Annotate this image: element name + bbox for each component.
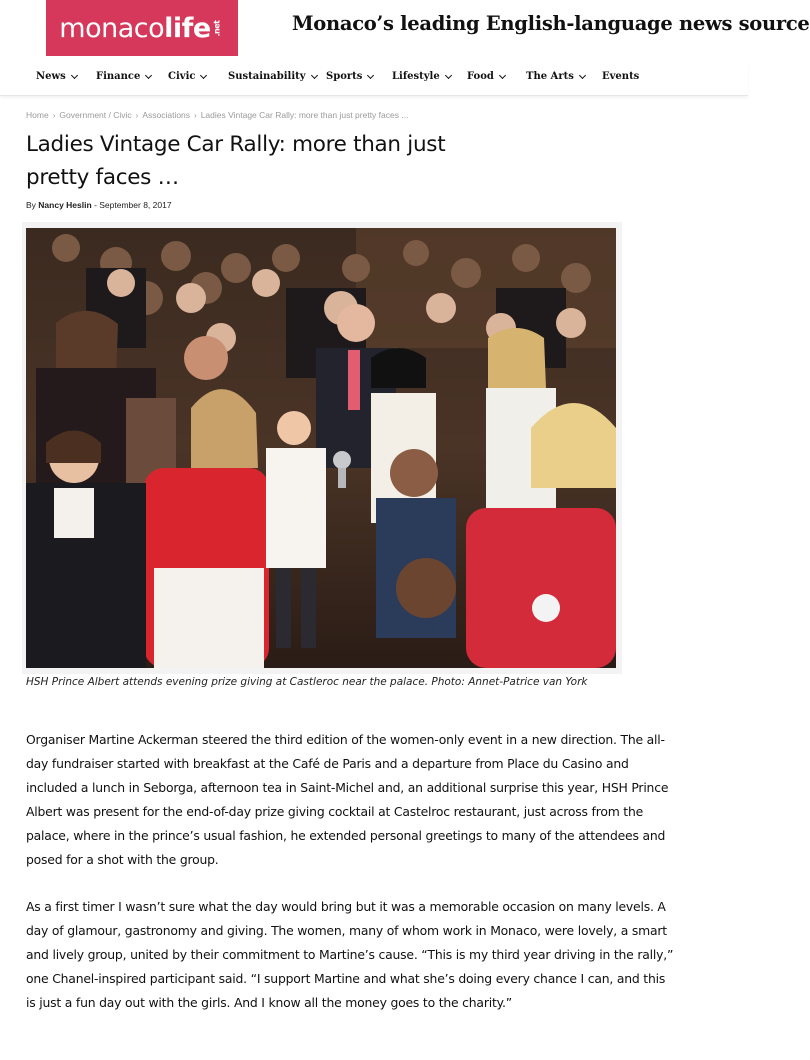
- breadcrumb-home[interactable]: Home: [26, 110, 49, 120]
- nav-label: Food: [467, 71, 494, 82]
- nav-item-sustainability[interactable]: [228, 71, 317, 82]
- nav-item-the-arts[interactable]: [526, 71, 585, 82]
- nav-label: The Arts: [526, 71, 574, 82]
- chevron-down-icon: [445, 71, 452, 78]
- site-logo[interactable]: [46, 0, 238, 56]
- author-link[interactable]: Nancy Heslin: [38, 200, 92, 210]
- article-byline: [26, 200, 172, 210]
- nav-item-news[interactable]: [36, 71, 77, 82]
- nav-label: Events: [602, 71, 640, 82]
- site-header: [0, 0, 810, 60]
- nav-item-lifestyle[interactable]: [392, 71, 451, 82]
- nav-item-events[interactable]: [602, 71, 639, 82]
- article-photo[interactable]: [26, 228, 616, 668]
- article-date: - September 8, 2017: [94, 200, 172, 210]
- article-title: Ladies Vintage Car Rally: more than just pretty faces …: [26, 132, 446, 190]
- nav-item-civic[interactable]: [168, 71, 206, 82]
- nav-item-sports[interactable]: [326, 71, 373, 82]
- article-paragraph-2: As a first timer I wasn’t sure what the day would bring but it was a memorable occasion on many levels. A day of glamour, gastronomy and giving. The women, many of whom work in Monaco, were lovely, a smart and lively group, united by their commitment to Martine’s cause. “This is my third year driving in the rally,” one Chanel-inspired participant said. “I support Martine and what she’s doing every chance I can, and this is just a fun day out with the girls. And I know all the money goes to the charity.”: [26, 899, 674, 1010]
- site-tagline: Monaco’s leading English-language news source: [292, 12, 810, 35]
- breadcrumb-separator-icon: ›: [194, 111, 197, 120]
- nav-label: Lifestyle: [392, 71, 440, 82]
- nav-item-food[interactable]: [467, 71, 505, 82]
- chevron-down-icon: [145, 71, 152, 78]
- nav-label: Sustainability: [228, 71, 306, 82]
- chevron-down-icon: [367, 71, 374, 78]
- crowd-photo-illustration: [26, 228, 616, 668]
- breadcrumb-current: Ladies Vintage Car Rally: more than just pretty faces ...: [200, 110, 409, 120]
- logo-text-net: .net: [212, 20, 222, 36]
- breadcrumb-associations[interactable]: Associations: [142, 110, 191, 120]
- nav-label: Sports: [326, 71, 363, 82]
- nav-label: News: [36, 71, 66, 82]
- breadcrumb-separator-icon: ›: [135, 111, 139, 120]
- chevron-down-icon: [200, 71, 207, 78]
- breadcrumb-separator-icon: ›: [52, 111, 56, 120]
- breadcrumb: [26, 110, 408, 120]
- logo-text-life: life: [164, 12, 211, 44]
- nav-label: Finance: [96, 71, 141, 82]
- chevron-down-icon: [579, 71, 586, 78]
- nav-label: Civic: [168, 71, 196, 82]
- nav-item-finance[interactable]: [96, 71, 151, 82]
- article-paragraph-1: Organiser Martine Ackerman steered the third edition of the women-only event in a new direction. The all-day fundraiser started with breakfast at the Café de Paris and a departure from Place du Casino and included a lunch in Seborga, afternoon tea in Saint-Michel and, an additional surprise this year, HSH Prince Albert was present for the end-of-day prize giving cocktail at Castelroc restaurant, just across from the palace, where in the prince’s usual fashion, he extended personal greetings to many of the attendees and posed for a shot with the group.: [26, 732, 669, 867]
- chevron-down-icon: [71, 71, 78, 78]
- logo-text-monaco: monaco: [59, 12, 165, 44]
- chevron-down-icon: [311, 71, 318, 78]
- main-nav: [0, 62, 748, 96]
- photo-caption: HSH Prince Albert attends evening prize giving at Castleroc near the palace. Photo: Annet-Patrice van York: [26, 676, 588, 688]
- breadcrumb-government-civic[interactable]: Government / Civic: [59, 110, 132, 120]
- byline-by: By: [26, 200, 36, 210]
- chevron-down-icon: [499, 71, 506, 78]
